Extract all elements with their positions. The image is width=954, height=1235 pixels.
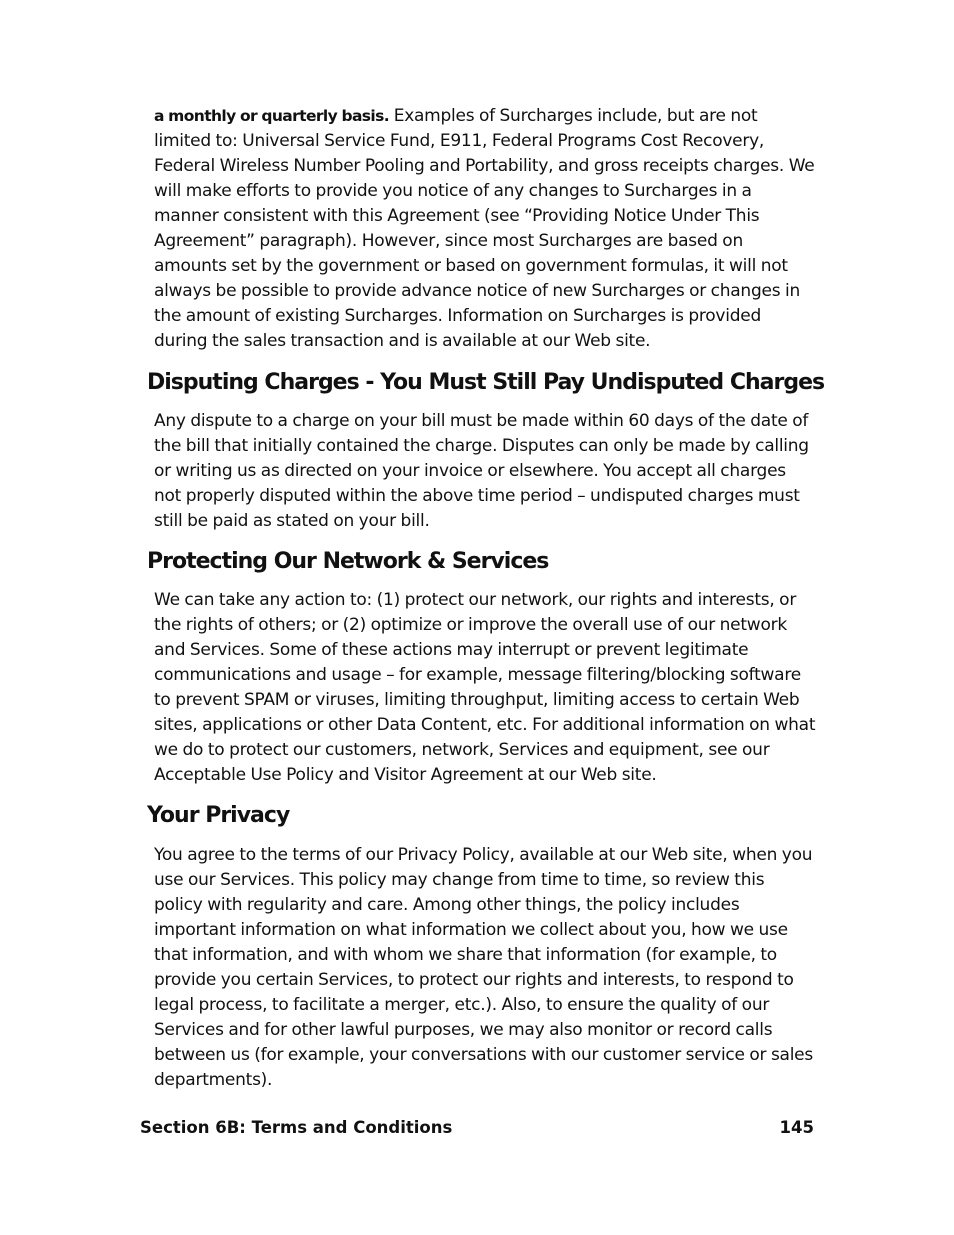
footer-section-title: Section 6B: Terms and Conditions	[140, 1118, 453, 1137]
intro-paragraph	[154, 104, 816, 354]
intro-text: Examples of Surcharges include, but are not limited to: Universal Service Fund, E911, Federal Programs Cost Recovery, Federal Wireless Number Pooling and Portability, and gross receipts charges. We will make efforts to provide you notice of any changes to Surcharges in a manner consistent with this Agreement (see “Providing Notice Under This Agreement” paragraph). However, since most Surcharges are based on amounts set by the government or based on government formulas, it will not always be possible to provide advance notice of new Surcharges or changes in the amount of existing Surcharges. Information on Surcharges is provided during the sales transaction and is available at our Web site.	[154, 106, 815, 351]
paragraph-protecting-network: We can take any action to: (1) protect our network, our rights and interests, or the rights of others; or (2) optimize or improve the overall use of our network and Services. Some of these actions may interrupt or prevent legitimate communications and usage – for example, message filtering/blocking software to prevent SPAM or viruses, limiting throughput, limiting access to certain Web sites, applications or other Data Content, etc. For additional information on what we do to protect our customers, network, Services and equipment, see our Acceptable Use Policy and Visitor Agreement at our Web site.	[154, 590, 816, 785]
page-number: 145	[779, 1118, 814, 1137]
paragraph-disputing-charges: Any dispute to a charge on your bill must be made within 60 days of the date of the bill that initially contained the charge. Disputes can only be made by calling or writing us as directed on your invoice or elsewhere. You accept all charges not properly disputed within the above time period – undisputed charges must still be paid as stated on your bill.	[154, 411, 809, 531]
intro-lead: a monthly or quarterly basis.	[154, 107, 390, 125]
heading-disputing-charges: Disputing Charges - You Must Still Pay Undisputed Charges	[147, 370, 825, 395]
page-footer	[140, 1116, 814, 1140]
heading-your-privacy: Your Privacy	[147, 803, 290, 828]
paragraph-your-privacy: You agree to the terms of our Privacy Policy, available at our Web site, when you use our Services. This policy may change from time to time, so review this policy with regularity and care. Among other things, the policy includes important information on what information we collect about you, how we use that information, and with whom we share that information (for example, to provide you certain Services, to protect our rights and interests, to respond to legal process, to facilitate a merger, etc.). Also, to ensure the quality of our Services and for other lawful purposes, we may also monitor or record calls between us (for example, your conversations with our customer service or sales departments).	[154, 845, 814, 1090]
heading-protecting-network: Protecting Our Network & Services	[147, 549, 549, 574]
